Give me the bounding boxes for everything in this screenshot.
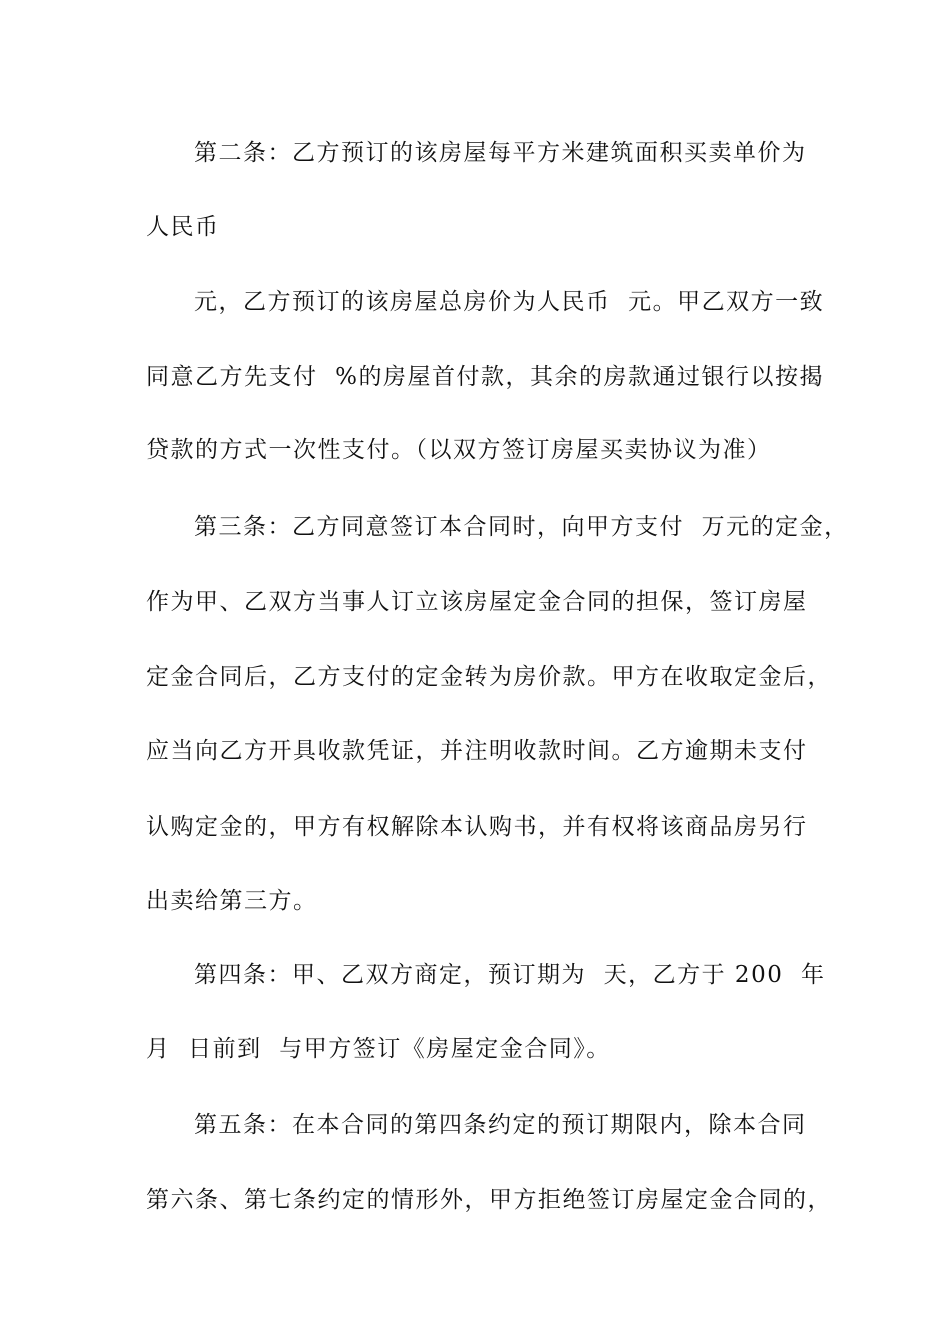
text-line: 作为甲、乙双方当事人订立该房屋定金合同的担保，签订房屋 [146,589,808,615]
text-line: 第五条：在本合同的第四条约定的预订期限内，除本合同 [194,1112,807,1138]
text-line: 应当向乙方开具收款凭证，并注明收款时间。乙方逾期未支付 [146,738,808,764]
text-line: 定金合同后，乙方支付的定金转为房价款。甲方在收取定金后， [146,664,832,690]
text-line: 第三条：乙方同意签订本合同时，向甲方支付 万元的定金， [194,514,849,540]
text-line: 同意乙方先支付 %的房屋首付款，其余的房款通过银行以按揭 [146,364,824,390]
text-line: 认购定金的，甲方有权解除本认购书，并有权将该商品房另行 [146,814,808,840]
text-line: 第二条：乙方预订的该房屋每平方米建筑面积买卖单价为 [194,140,807,166]
text-line: 人民币 [146,214,220,240]
text-line: 第四条：甲、乙双方商定，预订期为 天，乙方于 200 年 [194,962,826,988]
text-line: 元，乙方预订的该房屋总房价为人民币 元。甲乙双方一致 [194,289,825,315]
text-line: 第六条、第七条约定的情形外，甲方拒绝签订房屋定金合同的， [146,1187,832,1213]
text-line: 月 日前到 与甲方签订《房屋定金合同》。 [146,1036,611,1062]
text-line: 出卖给第三方。 [146,888,318,914]
text-line: 贷款的方式一次性支付。（以双方签订房屋买卖协议为准） [146,437,772,463]
